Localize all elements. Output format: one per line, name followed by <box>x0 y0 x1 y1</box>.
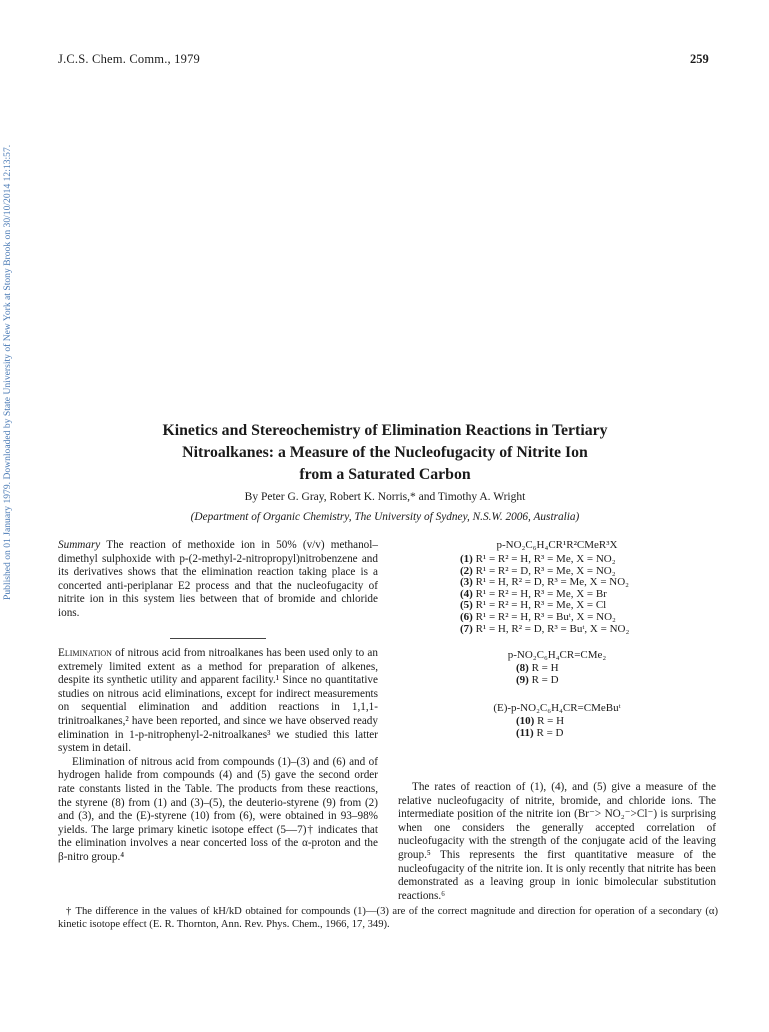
compound-number: (2) <box>460 564 473 577</box>
compound-item <box>516 715 716 727</box>
footnote: † The difference in the values of kH/kD obtained for compounds (1)—(3) are of the correct magnitude and direction for operation of a secondary (α) kinetic isotope effect (E. R. Thornton, Ann. Rev. Phys. Chem., 1966, 17, 349). <box>58 906 718 930</box>
compound-number: (3) <box>460 576 473 589</box>
affiliation: (Department of Organic Chemistry, The University of Sydney, N.S.W. 2006, Australia) <box>190 511 580 523</box>
section-divider <box>170 638 266 639</box>
structure-formula-1: p-NO₂C₆H₄CR¹R²CMeR³X <box>496 539 618 551</box>
compound-number: (10) <box>516 715 535 728</box>
body-right-column <box>398 781 716 903</box>
compound-desc: R = H <box>531 662 559 675</box>
intro-lead-word: Elimination <box>58 647 112 659</box>
compound-number: (1) <box>460 553 473 565</box>
compound-number: (9) <box>516 674 529 687</box>
compound-number: (4) <box>460 587 473 600</box>
styrene-list <box>516 662 716 686</box>
intro-paragraph <box>58 647 378 756</box>
summary-label: Summary <box>58 539 101 551</box>
structure-formula-2: p-NO₂C₆H₄CR=CMe₂ <box>507 649 607 662</box>
compound-number: (11) <box>516 727 534 740</box>
compound-item <box>516 662 716 674</box>
summary-paragraph <box>58 539 378 621</box>
article-title <box>100 420 670 486</box>
authors-line: By Peter G. Gray, Robert K. Norris,* and Timothy A. Wright <box>244 491 526 503</box>
compound-desc: R = D <box>536 727 564 740</box>
compound-number: (5) <box>460 599 473 612</box>
compound-desc: R¹ = H, R² = D, R³ = Me, X = NO₂ <box>475 576 630 589</box>
nucleofugacity-paragraph: The rates of reaction of (1), (4), and (5) give a measure of the relative nucleofugacity of nitrite, bromide, and chloride ions. The intermediate position of the nitrite ion (Br⁻> NO₂⁻>Cl⁻) is surprising when one considers the generally accepted correlation of nucleofugacity with the strength of the conjugate acid of the leaving group.⁵ This represents the first quantitative measure of the nucleofugacity of the nitrite ion. It is only recently that nitrite has been demonstrated as a leaving group in ionic bimolecular substitution reactions.⁶ <box>398 781 716 902</box>
title-line-1: Kinetics and Stereochemistry of Elimination Reactions in Tertiary <box>162 422 608 439</box>
compound-number: (7) <box>460 622 473 635</box>
compound-desc: R¹ = R² = H, R³ = Me, X = NO₂ <box>475 553 616 565</box>
page-number: 259 <box>690 52 709 66</box>
compound-desc: R¹ = H, R² = D, R³ = Buᵗ, X = NO₂ <box>475 622 630 635</box>
compound-item <box>516 727 716 739</box>
structure-formula-3: (E)-p-NO₂C₆H₄CR=CMeBuᵗ <box>493 702 621 715</box>
elimination-paragraph: Elimination of nitrous acid from compounds (1)–(3) and (6) and of hydrogen halide from compounds (4) and (5) gave the second order rate constants listed in the Table. The products from these reactions, the styrene (8) from (1) and (3)–(5), the deuterio-styrene (9) from (2) and (3), and the (E)-styrene (10) from (6), were obtained in 93–98% yields. The large primary kinetic isotope effect (5—7)† indicates that the elimination involves a near concerted loss of the α-proton and the β-nitro group.⁴ <box>58 755 378 863</box>
compound-desc: R¹ = R² = H, R³ = Me, X = Br <box>475 587 607 600</box>
title-line-3: from a Saturated Carbon <box>299 466 471 483</box>
compound-desc: R = D <box>531 674 559 687</box>
compound-desc: R¹ = R² = D, R³ = Me, X = NO₂ <box>475 564 616 577</box>
compound-item <box>516 674 716 686</box>
compound-desc: R = H <box>537 715 565 728</box>
compound-item <box>460 624 716 636</box>
compound-number: (6) <box>460 610 473 623</box>
compound-desc: R¹ = R² = H, R³ = Buᵗ, X = NO₂ <box>475 610 616 623</box>
compound-list <box>460 554 716 635</box>
intro-text: of nitrous acid from nitroalkanes has been used only to an extremely limited extent as a method for preparation of alkenes, despite its synthetic utility and apparent facility.¹ Since no quantitative studies on nitrous acid eliminations, except for indirect measurements on sequential elimination and addition reactions in 1,1,1-trinitroalkanes,² have been reported, and since we have observed ready elimination in 1-p-nitrophenyl-2-nitroalkanes³ we studied this latter system in detail. <box>58 647 378 755</box>
download-sidebar-note: Published on 01 January 1979. Downloaded by State University of New York at Stony Brook on 30/10/2014 12:13:57. <box>2 144 13 600</box>
compound-structures <box>398 539 716 739</box>
journal-header: J.C.S. Chem. Comm., 1979 <box>58 52 200 66</box>
compound-number: (8) <box>516 662 529 675</box>
compound-desc: R¹ = R² = H, R³ = Me, X = Cl <box>475 599 607 612</box>
e-styrene-list <box>516 715 716 739</box>
body-left-column <box>58 647 378 865</box>
summary-text: The reaction of methoxide ion in 50% (v/v) methanol–dimethyl sulphoxide with p-(2-methyl-2-nitropropyl)nitrobenzene and its derivatives shows that the elimination reaction taking place is a concerted anti-periplanar E2 process and that the nucleofugacity of nitrite ion in this system lies between that of bromide and chloride ions. <box>58 539 378 619</box>
title-line-2: Nitroalkanes: a Measure of the Nucleofugacity of Nitrite Ion <box>182 444 588 461</box>
